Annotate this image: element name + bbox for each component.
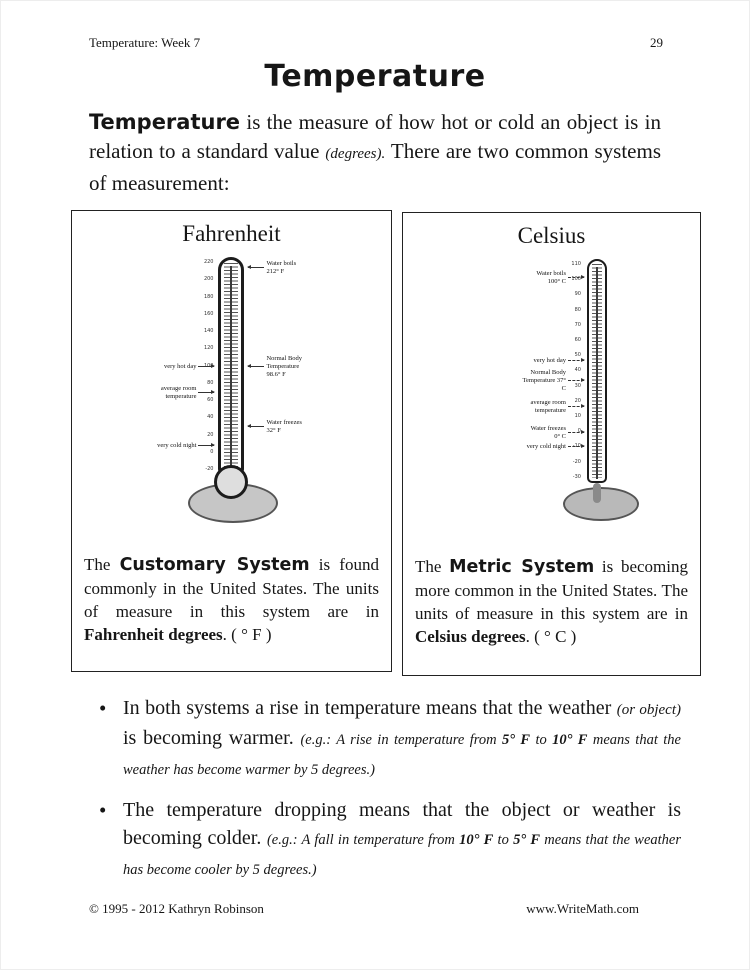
callout-arrow-icon <box>248 366 264 367</box>
bullet-example-text: to <box>530 732 553 748</box>
desc-text: . ( ° F ) <box>222 625 272 644</box>
callout-average-room: average room temperature <box>152 385 214 401</box>
celsius-box <box>402 212 701 676</box>
intro-italic: (degrees). <box>325 146 386 162</box>
callout-very-cold-night: very cold night <box>520 443 584 451</box>
intro-text-1: is the measure of how hot or cold an object is in relation to a standard value <box>89 110 661 163</box>
desc-text: is becoming more common in the United States. The units of measure in this system are in <box>414 557 688 623</box>
bullet-example-text: means that the weather has become warmer by 5 degrees.) <box>123 732 681 778</box>
fahrenheit-thermometer <box>84 251 379 543</box>
bullet-example-text: (e.g.: A fall in temperature from <box>266 832 460 848</box>
callout-arrow-icon <box>568 380 584 381</box>
callout-arrow-icon <box>198 445 214 446</box>
intro-bold-word: Temperature <box>89 110 241 134</box>
callout-arrow-icon <box>248 426 264 427</box>
thermometer-tube <box>218 257 244 475</box>
fahrenheit-box <box>71 210 392 672</box>
desc-text: The <box>414 557 450 576</box>
website-text: www.WriteMath.com <box>526 901 639 916</box>
desc-bold-system: Customary System <box>119 555 310 575</box>
thermometer-base <box>563 487 639 521</box>
thermometer-mercury <box>596 267 598 479</box>
bullet-example-text: means that the weather has become cooler by 5 degrees.) <box>123 832 682 878</box>
systems-boxes-row <box>71 210 701 676</box>
thermometer-bulb <box>593 483 601 503</box>
celsius-scale-numbers: 110 100 90 80 70 60 50 40 30 20 10 0 -10 -20 -30 <box>571 261 581 480</box>
page-title: Temperature <box>264 59 486 94</box>
desc-bold-system: Metric System <box>449 557 595 577</box>
callout-arrow-icon <box>248 267 264 268</box>
bullet-text: In both systems a rise in temperature means that the weather <box>123 697 617 719</box>
desc-text: The <box>84 555 120 574</box>
desc-bold-degrees: Celsius degrees <box>414 627 526 646</box>
header-left-text: Temperature: Week 7 <box>89 35 201 50</box>
callout-water-freezes: Water freezes 0° C <box>526 425 584 441</box>
thermometer-tube <box>587 259 607 483</box>
bullet-item-drop <box>97 796 681 882</box>
page-number: 29 <box>650 35 663 50</box>
bullet-example-bold: 5° F <box>513 832 541 848</box>
bullet-example-text: (e.g.: A rise in temperature from <box>300 732 502 748</box>
callout-water-freezes: Water freezes 32° F <box>248 419 306 435</box>
bullet-item-rise <box>97 694 681 782</box>
celsius-description <box>415 555 688 648</box>
copyright-text: © 1995 - 2012 Kathryn Robinson <box>89 901 264 916</box>
thermometer-mercury <box>230 266 232 470</box>
callout-average-room: average room temperature <box>522 399 584 415</box>
bullet-example-bold: 5° F <box>501 732 531 748</box>
bullet-example-bold: 10° F <box>552 732 588 748</box>
callout-arrow-icon <box>198 366 214 367</box>
callout-very-hot-day: very hot day <box>522 357 584 365</box>
callout-arrow-icon <box>568 406 584 407</box>
desc-text: is found commonly in the United States. The units of measure in this system are in <box>84 555 379 621</box>
callout-arrow-icon <box>568 360 584 361</box>
callout-water-boils: Water boils 212° F <box>248 260 302 276</box>
desc-text: . ( ° C ) <box>525 627 577 646</box>
bullet-text: is becoming warmer. <box>123 727 301 749</box>
callout-very-cold-night: very cold night <box>150 442 214 450</box>
celsius-thermometer <box>415 253 688 545</box>
callout-normal-body: Normal Body Temperature 37° C <box>522 369 584 392</box>
callout-very-hot-day: very hot day <box>152 363 214 371</box>
page-header <box>89 35 663 51</box>
fahrenheit-description <box>84 553 379 646</box>
callout-arrow-icon <box>568 446 584 447</box>
bullet-italic: (or object) <box>616 702 681 718</box>
callout-arrow-icon <box>198 392 214 393</box>
bullet-example-text: to <box>493 832 514 848</box>
callout-normal-body: Normal Body Temperature 98.6° F <box>248 355 312 378</box>
page-footer <box>89 901 663 917</box>
callout-arrow-icon <box>568 432 584 433</box>
bullet-text: The temperature dropping means that the object or weather is becoming colder. <box>123 799 681 849</box>
bullet-example-bold: 10° F <box>459 832 494 848</box>
fahrenheit-scale-numbers: 220 200 180 160 140 120 100 80 60 40 20 0 -20 <box>203 259 214 472</box>
fahrenheit-title: Fahrenheit <box>182 221 281 246</box>
desc-bold-degrees: Fahrenheit degrees <box>84 625 223 644</box>
celsius-title: Celsius <box>517 223 586 248</box>
intro-text-2: There are two common systems of measurement: <box>89 139 661 195</box>
intro-paragraph <box>89 108 661 198</box>
callout-arrow-icon <box>568 277 584 278</box>
bullet-list <box>97 694 681 882</box>
callout-water-boils: Water boils 100° C <box>530 270 584 286</box>
